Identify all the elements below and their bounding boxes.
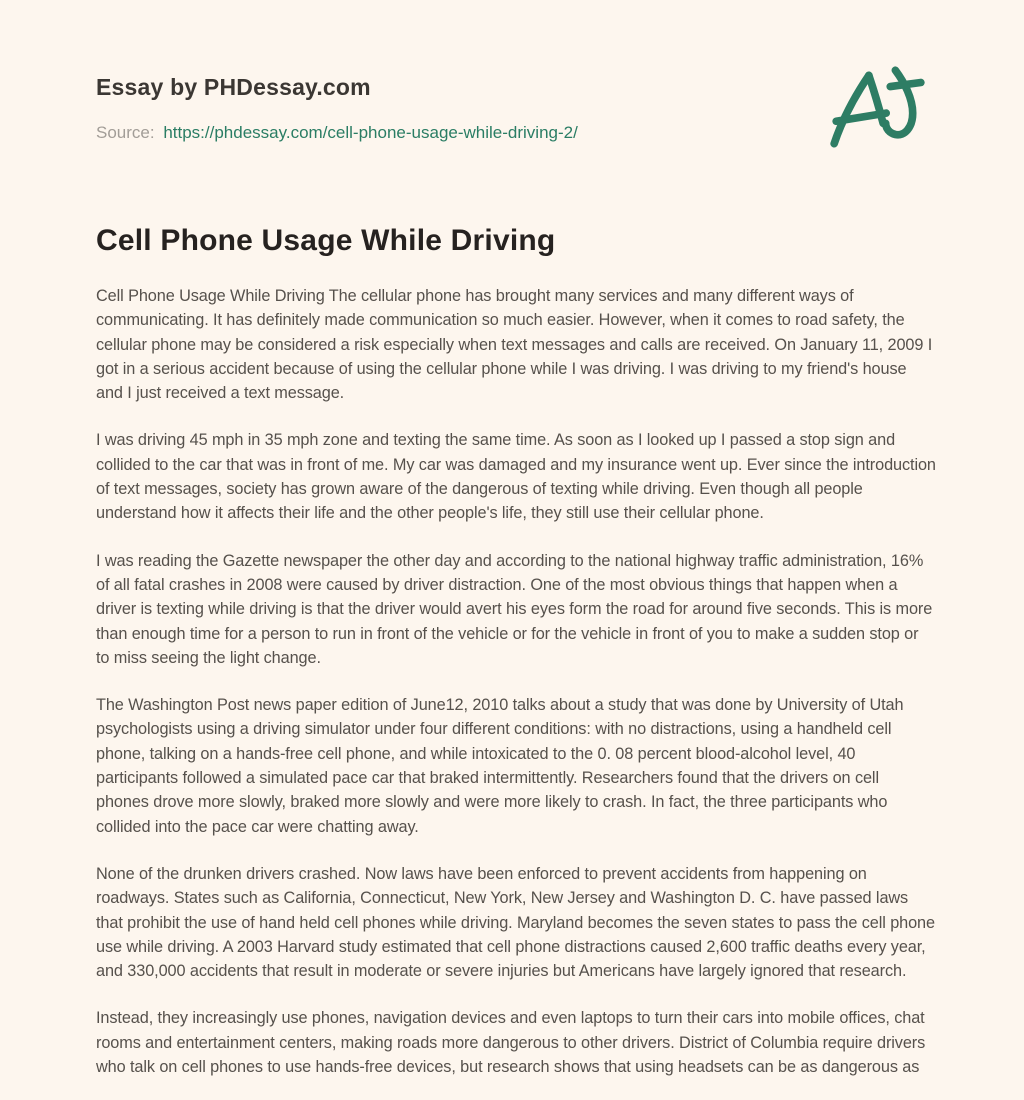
essay-title: Cell Phone Usage While Driving [96, 224, 556, 257]
essay-paragraph-2: I was driving 45 mph in 35 mph zone and texting the same time. As soon as I looked up I passed a stop sign and collided to the car that was in front of me. My car was damaged and my insurance went up. Ever since the introduction of text messages, society has grown aware of the dangerous of texting while driving. Even though all people understand how it affects their life and the other people's life, they still use their cellular phone. [96, 431, 936, 523]
site-header-title: Essay by PHDessay.com [96, 74, 371, 100]
aplus-logo-icon [826, 58, 928, 158]
source-url-link[interactable]: https://phdessay.com/cell-phone-usage-while-driving-2/ [163, 123, 578, 142]
essay-paragraph-3: I was reading the Gazette newspaper the other day and according to the national highway traffic administration, 16% of all fatal crashes in 2008 were caused by driver distraction. One of the most obvious things that happen when a driver is texting while driving is that the driver would avert his eyes form the road for around five seconds. This is more than enough time for a person to run in front of the vehicle or for the vehicle in front of you to make a sudden stop or to miss seeing the light change. [96, 551, 933, 667]
essay-article [96, 224, 936, 1100]
essay-paragraph-6: Instead, they increasingly use phones, navigation devices and even laptops to turn their cars into mobile offices, chat rooms and entertainment centers, making roads more dangerous to other drivers. District of Columbia require drivers who talk on cell phones to use hands-free devices, but research shows that using headsets can be as dangerous as [96, 1009, 926, 1077]
essay-paragraph-5: None of the drunken drivers crashed. Now laws have been enforced to prevent accidents from happening on roadways. States such as California, Connecticut, New York, New Jersey and Washington D. C. have passed laws that prohibit the use of hand held cell phones while driving. Maryland becomes the seven states to pass the cell phone use while driving. A 2003 Harvard study estimated that cell phone distractions caused 2,600 traffic deaths every year, and 330,000 accidents that result in moderate or severe injuries but Americans have largely ignored that research. [96, 864, 935, 981]
source-line [96, 123, 578, 143]
essay-paragraph-4: The Washington Post news paper edition of June12, 2010 talks about a study that was done by University of Utah psychologists using a driving simulator under four different conditions: with no distractions, using a handheld cell phone, talking on a hands-free cell phone, and while intoxicated to the 0. 08 percent blood-alcohol level, 40 participants followed a simulated pace car that braked intermittently. Researchers found that the drivers on cell phones drove more slowly, braked more slowly and were more likely to crash. In fact, the three participants who collided into the pace car were chatting away. [96, 696, 904, 836]
essay-paragraph-1: Cell Phone Usage While Driving The cellular phone has brought many services and many different ways of communicating. It has definitely made communication so much easier. However, when it comes to road safety, the cellular phone may be considered a risk especially when text messages and calls are received. On January 11, 2009 I got in a serious accident because of using the cellular phone while I was driving. I was driving to my friend's house and I just received a text message. [96, 287, 933, 403]
source-label: Source: [96, 123, 155, 142]
